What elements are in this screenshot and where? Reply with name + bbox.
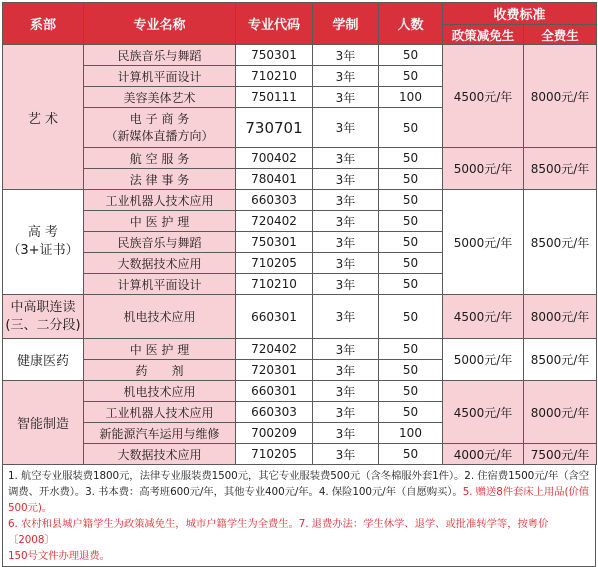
duration: 3年 — [313, 87, 379, 108]
note-5: 5. 赠送8件套床上用品(价值500元)。 — [8, 486, 589, 514]
duration: 3年 — [313, 190, 379, 211]
major-name: 机电技术应用 — [84, 381, 236, 402]
dept-cell — [3, 295, 84, 339]
duration: 3年 — [313, 108, 379, 148]
count: 50 — [379, 45, 443, 66]
count: 50 — [379, 66, 443, 87]
fee-policy: 4000元/年 — [443, 444, 524, 465]
major-code: 720301 — [236, 360, 313, 381]
header-code: 专业代码 — [236, 3, 313, 45]
major-code: 750301 — [236, 45, 313, 66]
count: 50 — [379, 274, 443, 295]
major-name: 法 律 事 务 — [84, 169, 236, 190]
enrollment-fee-table — [2, 2, 597, 465]
major-name: 机电技术应用 — [84, 295, 236, 339]
count: 50 — [379, 381, 443, 402]
fee-policy: 5000元/年 — [443, 148, 524, 190]
fee-policy: 5000元/年 — [443, 339, 524, 381]
major-name: 工业机器人技术应用 — [84, 402, 236, 423]
major-name — [84, 108, 236, 148]
header-fee-policy: 政策减免生 — [443, 25, 524, 45]
major-name: 大数据技术应用 — [84, 444, 236, 465]
major-code: 660303 — [236, 190, 313, 211]
note-6-7: 6. 农村和县城户籍学生为政策减免生，城市户籍学生为全费生。7. 退费办法：学生休学、退学、或批准转学等，按粤价〔2008〕 — [8, 518, 549, 546]
major-name-line1: 电 子 商 务 — [129, 111, 190, 126]
fee-policy: 5000元/年 — [443, 190, 524, 295]
major-name: 民族音乐与舞蹈 — [84, 45, 236, 66]
major-code: 750111 — [236, 87, 313, 108]
major-code: 730701 — [236, 108, 313, 148]
duration: 3年 — [313, 274, 379, 295]
major-name: 中 医 护 理 — [84, 211, 236, 232]
fee-full: 8000元/年 — [524, 45, 597, 148]
header-count: 人数 — [379, 3, 443, 45]
count: 50 — [379, 232, 443, 253]
major-code: 710210 — [236, 274, 313, 295]
major-code: 710205 — [236, 444, 313, 465]
count: 50 — [379, 108, 443, 148]
fee-full: 8500元/年 — [524, 339, 597, 381]
count: 100 — [379, 423, 443, 444]
fee-table-document — [2, 2, 596, 562]
major-name: 药 剂 — [84, 360, 236, 381]
count: 50 — [379, 402, 443, 423]
count: 50 — [379, 190, 443, 211]
duration: 3年 — [313, 444, 379, 465]
major-name: 民族音乐与舞蹈 — [84, 232, 236, 253]
fee-full: 8500元/年 — [524, 148, 597, 190]
fee-full: 8000元/年 — [524, 295, 597, 339]
major-code: 700209 — [236, 423, 313, 444]
header-duration: 学制 — [313, 3, 379, 45]
fee-policy: 4500元/年 — [443, 381, 524, 444]
dept-cell: 健康医药 — [3, 339, 84, 381]
count: 50 — [379, 444, 443, 465]
major-name: 计算机平面设计 — [84, 66, 236, 87]
major-name: 航 空 服 务 — [84, 148, 236, 169]
duration: 3年 — [313, 66, 379, 87]
duration: 3年 — [313, 253, 379, 274]
duration: 3年 — [313, 295, 379, 339]
major-code: 750301 — [236, 232, 313, 253]
dept-subtitle: (三、二分段) — [5, 317, 81, 333]
duration: 3年 — [313, 381, 379, 402]
duration: 3年 — [313, 360, 379, 381]
major-name: 计算机平面设计 — [84, 274, 236, 295]
duration: 3年 — [313, 339, 379, 360]
count: 50 — [379, 360, 443, 381]
duration: 3年 — [313, 402, 379, 423]
duration: 3年 — [313, 148, 379, 169]
major-code: 660303 — [236, 402, 313, 423]
major-code: 780401 — [236, 169, 313, 190]
header-dept: 系部 — [3, 3, 84, 45]
major-code: 710210 — [236, 66, 313, 87]
fee-full: 7500元/年 — [524, 444, 597, 465]
note-7-end: 150号文件办理退费。 — [8, 550, 110, 562]
major-name: 大数据技术应用 — [84, 253, 236, 274]
count: 50 — [379, 295, 443, 339]
fee-full: 8000元/年 — [524, 381, 597, 444]
count: 50 — [379, 253, 443, 274]
major-name: 新能源汽车运用与维修 — [84, 423, 236, 444]
count: 50 — [379, 148, 443, 169]
duration: 3年 — [313, 45, 379, 66]
duration: 3年 — [313, 423, 379, 444]
major-code: 710205 — [236, 253, 313, 274]
dept-name: 高 考 — [27, 225, 59, 240]
count: 50 — [379, 169, 443, 190]
major-name: 工业机器人技术应用 — [84, 190, 236, 211]
header-fee-full: 全费生 — [524, 25, 597, 45]
header-major: 专业名称 — [84, 3, 236, 45]
fee-policy: 4500元/年 — [443, 45, 524, 148]
dept-subtitle: （3+证书） — [7, 243, 79, 258]
major-code: 720402 — [236, 339, 313, 360]
fee-policy: 4500元/年 — [443, 295, 524, 339]
count: 50 — [379, 211, 443, 232]
major-code: 720402 — [236, 211, 313, 232]
header-fee: 收费标准 — [443, 3, 597, 25]
major-name: 中 医 护 理 — [84, 339, 236, 360]
dept-cell: 智能制造 — [3, 381, 84, 465]
major-code: 660301 — [236, 381, 313, 402]
dept-cell: 艺 术 — [3, 45, 84, 190]
note-1-4: 1. 航空专业服装费1800元，法律专业服装费1500元，其它专业服装费500元（含冬棉服外套1件）。2. 住宿费1500元/年（含空调费、开水费）。3. 书本费：高考班600元/年，其他专业400元/年。4. 保险100元/年（自愿购买）。 — [8, 470, 589, 498]
major-code: 660301 — [236, 295, 313, 339]
duration: 3年 — [313, 232, 379, 253]
major-name: 美容美体艺术 — [84, 87, 236, 108]
duration: 3年 — [313, 169, 379, 190]
count: 50 — [379, 339, 443, 360]
fee-full: 8500元/年 — [524, 190, 597, 295]
major-name-line2: （新媒体直播方向） — [105, 128, 214, 143]
count: 100 — [379, 87, 443, 108]
duration: 3年 — [313, 211, 379, 232]
dept-name: 中高职连读 — [10, 299, 76, 315]
major-code: 700402 — [236, 148, 313, 169]
dept-cell — [3, 190, 84, 295]
footnotes — [2, 465, 596, 567]
